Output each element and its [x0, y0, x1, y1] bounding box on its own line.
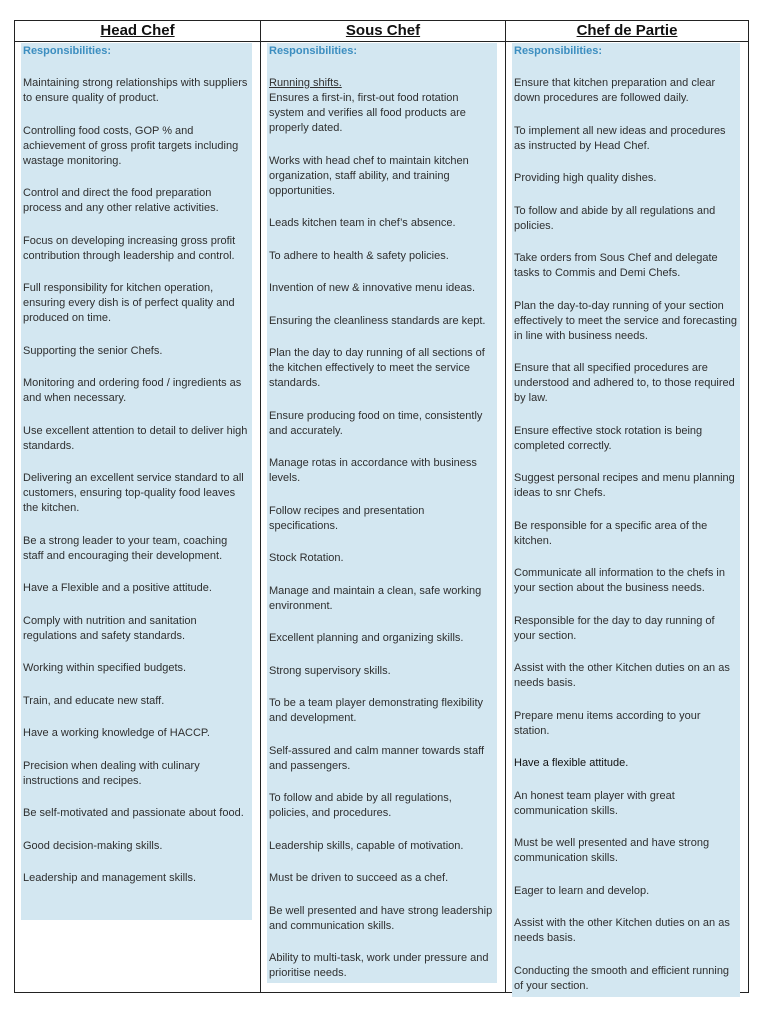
list-item: Working within specified budgets. [23, 662, 187, 674]
list-item: Precision when dealing with culinary instructions and recipes. [23, 759, 200, 787]
list-item: Providing high quality dishes. [514, 172, 657, 184]
list-item: Maintaining strong relationships with suppliers to ensure quality of product. [23, 77, 248, 104]
column-header [15, 21, 260, 42]
list-item: Leadership and management skills. [23, 872, 197, 884]
list-item: Manage rotas in accordance with business levels. [269, 457, 477, 484]
chef-roles-table [14, 20, 749, 993]
column-title: Head Chef [100, 22, 175, 39]
list-item: Have a flexible attitude. [514, 757, 629, 769]
list-item: Train, and educate new staff. [23, 694, 165, 707]
list-item: Take orders from Sous Chef and delegate tasks to Commis and Demi Chefs. [514, 252, 718, 279]
running-shifts-heading: Running shifts. [269, 77, 342, 89]
column-header [261, 21, 505, 42]
list-item: Leads kitchen team in chef’s absence. [269, 217, 456, 229]
list-item: Be well presented and have strong leadership and communication skills. [269, 904, 493, 932]
list-item: Focus on developing increasing gross profit contribution through leadership and control. [23, 234, 236, 262]
list-item: Controlling food costs, GOP % and achievement of gross profit targets including wastage monitoring. [23, 124, 239, 167]
list-item: Excellent planning and organizing skills. [269, 632, 464, 644]
list-item: Good decision-making skills. [23, 839, 163, 852]
list-item: Delivering an excellent service standard to all customers, ensuring top-quality food leaves the kitchen. [23, 472, 244, 514]
list-item: To follow and abide by all regulations, policies, and procedures. [269, 792, 452, 819]
list-item: Manage and maintain a clean, safe working environment. [269, 584, 482, 612]
list-item: Ensure effective stock rotation is being completed correctly. [514, 424, 703, 452]
list-item: Works with head chef to maintain kitchen organization, staff ability, and training opportunities. [269, 154, 469, 197]
responsibilities-label: Responsibilities: [269, 45, 358, 57]
list-item: Control and direct the food preparation process and any other relative activities. [23, 187, 219, 214]
list-item: Have a Flexible and a positive attitude. [23, 582, 212, 594]
list-item: Assist with the other Kitchen duties on an as needs basis. [514, 662, 730, 689]
list-item: Eager to learn and develop. [514, 884, 650, 897]
list-item: Invention of new & innovative menu ideas. [269, 282, 476, 294]
list-item: Have a working knowledge of HACCP. [23, 727, 210, 739]
list-item-text: Ensures a first-in, first-out food rotation system and verifies all food products are properly dated. [269, 92, 466, 134]
list-item [269, 76, 494, 136]
list-item: Be a strong leader to your team, coaching staff and encouraging their development. [23, 534, 228, 562]
list-item: Strong supervisory skills. [269, 664, 391, 677]
responsibilities-cell [512, 43, 740, 997]
column-title: Sous Chef [345, 22, 421, 39]
list-item: Assist with the other Kitchen duties on an as needs basis. [514, 917, 730, 944]
column-head-chef [15, 21, 260, 992]
list-item: Self-assured and calm manner towards staff and passengers. [269, 744, 485, 772]
list-item: Must be driven to succeed as a chef. [269, 872, 449, 884]
list-item: To adhere to health & safety policies. [269, 249, 449, 262]
list-item: Follow recipes and presentation specifications. [269, 504, 425, 532]
list-item: Ensure that kitchen preparation and clear down procedures are followed daily. [514, 77, 716, 104]
list-item: An honest team player with great communication skills. [514, 789, 675, 817]
list-item: Conducting the smooth and efficient running of your section. [514, 964, 730, 992]
column-chef-de-partie [505, 21, 748, 992]
list-item: Comply with nutrition and sanitation regulations and safety standards. [23, 614, 197, 642]
responsibilities-cell [21, 43, 252, 920]
list-item: Ensuring the cleanliness standards are kept. [269, 314, 486, 327]
list-item: Responsible for the day to day running of your section. [514, 614, 715, 642]
list-item: Supporting the senior Chefs. [23, 344, 163, 357]
list-item: To follow and abide by all regulations and policies. [514, 204, 716, 232]
responsibilities-label: Responsibilities: [514, 45, 603, 57]
list-item: Monitoring and ordering food / ingredients as and when necessary. [23, 377, 242, 404]
responsibilities-label: Responsibilities: [23, 45, 112, 57]
list-item: Prepare menu items according to your station. [514, 709, 701, 737]
list-item: Be responsible for a specific area of the kitchen. [514, 519, 708, 547]
list-item: Use excellent attention to detail to deliver high standards. [23, 424, 248, 452]
responsibilities-cell [267, 43, 497, 983]
list-item: Suggest personal recipes and menu planning ideas to snr Chefs. [514, 472, 735, 499]
list-item: To be a team player demonstrating flexibility and development. [269, 697, 483, 724]
list-item: Full responsibility for kitchen operation, ensuring every dish is of perfect quality and produced on time. [23, 282, 235, 324]
list-item: Must be well presented and have strong communication skills. [514, 837, 710, 864]
list-item: Ensure that all specified procedures are understood and adhered to, to those required by law. [514, 362, 735, 404]
list-item: Leadership skills, capable of motivation. [269, 839, 464, 852]
list-item: To implement all new ideas and procedures as instructed by Head Chef. [514, 124, 726, 152]
list-item: Communicate all information to the chefs in your section about the business needs. [514, 567, 725, 594]
list-item: Plan the day to day running of all sections of the kitchen effectively to meet the service standards. [269, 347, 485, 389]
list-item: Plan the day-to-day running of your section effectively to meet the service and forecasting in line with business needs. [514, 299, 737, 342]
list-item: Be self-motivated and passionate about food. [23, 807, 244, 819]
column-title: Chef de Partie [576, 22, 678, 39]
list-item: Stock Rotation. [269, 552, 344, 564]
column-sous-chef [260, 21, 505, 992]
column-header [506, 21, 748, 42]
list-item: Ability to multi-task, work under pressure and prioritise needs. [269, 952, 489, 979]
list-item: Ensure producing food on time, consistently and accurately. [269, 409, 483, 437]
